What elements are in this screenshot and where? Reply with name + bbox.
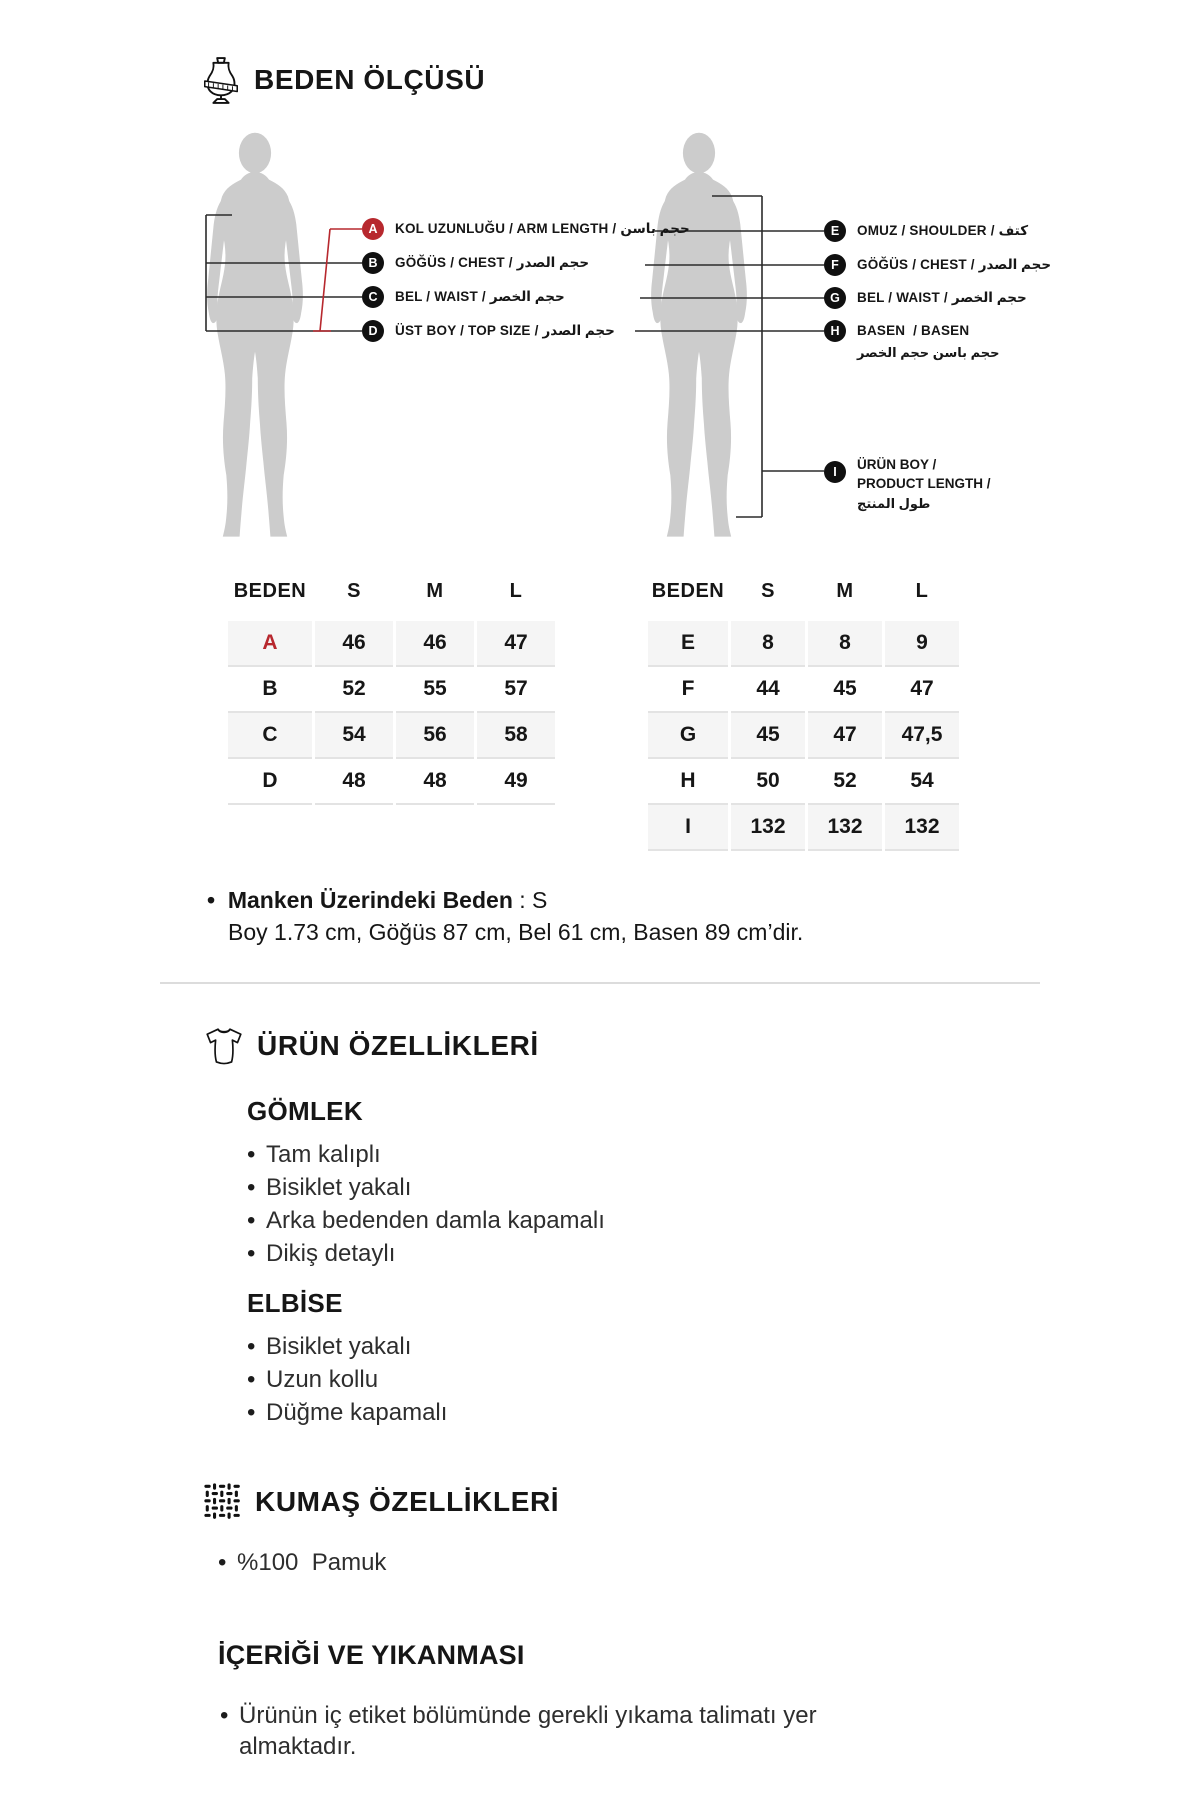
list-item: • Ürünün iç etiket bölümünde gerekli yıkama talimatı yer almaktadır.	[220, 1700, 870, 1762]
size-col-header: BEDEN	[233, 580, 307, 602]
tshirt-icon	[203, 1026, 245, 1066]
model-size-line	[207, 884, 1027, 916]
size-cell: 45	[808, 665, 882, 711]
dress-form-icon	[200, 56, 242, 104]
measure-text-a: KOL UZUNLUĞU / ARM LENGTH / حجم باسن	[395, 221, 690, 236]
size-cell: 50	[731, 757, 805, 803]
feature-group-elbise-title: ELBİSE	[247, 1288, 343, 1318]
size-cell: 8	[808, 621, 882, 665]
list-item: • Bisiklet yakalı	[247, 1330, 447, 1363]
table-header-row	[228, 574, 555, 621]
size-cell: B	[228, 665, 312, 711]
feature-group-gomlek-list	[247, 1138, 605, 1270]
size-cell: A	[228, 621, 312, 665]
size-cell: H	[648, 757, 728, 803]
size-col-header: L	[509, 580, 523, 602]
list-item: • Düğme kapamalı	[247, 1396, 447, 1429]
size-cell: 52	[315, 665, 393, 711]
page-title: BEDEN ÖLÇÜSÜ	[254, 64, 486, 95]
fabric-features-list	[218, 1546, 386, 1579]
size-cell: 47	[885, 665, 959, 711]
size-cell: 9	[885, 621, 959, 665]
size-cell: 48	[315, 757, 393, 805]
size-cell: 49	[477, 757, 555, 805]
size-cell: E	[648, 621, 728, 665]
measure-label-g	[824, 287, 1027, 309]
size-table-left	[225, 574, 558, 805]
size-cell: D	[228, 757, 312, 805]
measure-label-i	[824, 455, 991, 513]
size-cell: 47	[808, 711, 882, 757]
size-cell: 45	[731, 711, 805, 757]
model-info	[207, 884, 1027, 948]
size-cell: 54	[885, 757, 959, 803]
size-cell: 52	[808, 757, 882, 803]
size-section-header	[200, 56, 485, 104]
measure-text-f: GÖĞÜS / CHEST / حجم الصدر	[857, 257, 1052, 272]
list-item: • Arka bedenden damla kapamalı	[247, 1204, 605, 1237]
model-size-label: Manken Üzerindeki Beden	[227, 887, 513, 913]
table-row	[648, 665, 959, 711]
feature-group-elbise-list	[247, 1330, 447, 1429]
feature-group-gomlek-title: GÖMLEK	[247, 1096, 363, 1126]
size-cell: 47	[477, 621, 555, 665]
measure-key-h: H	[824, 320, 846, 342]
size-col-header: M	[836, 580, 854, 602]
size-col-header: S	[347, 580, 361, 602]
size-cell: 132	[808, 803, 882, 851]
size-table-right	[645, 574, 962, 851]
measure-text-h: BASEN / BASEN	[857, 323, 970, 338]
table-row	[228, 665, 555, 711]
table-row	[228, 711, 555, 757]
table-row	[648, 757, 959, 803]
size-col-header: S	[761, 580, 775, 602]
list-item: • Dikiş detaylı	[247, 1237, 605, 1270]
size-col-header: M	[426, 580, 444, 602]
table-row	[648, 803, 959, 851]
size-cell: G	[648, 711, 728, 757]
list-item: • %100 Pamuk	[218, 1546, 386, 1579]
table-row	[648, 621, 959, 665]
measure-text-i-line1: ÜRÜN BOY /	[857, 457, 937, 472]
product-features-header	[203, 1026, 539, 1066]
measure-label-c	[362, 286, 565, 308]
measure-text-g: BEL / WAIST / حجم الخصر	[857, 290, 1027, 305]
size-cell: 8	[731, 621, 805, 665]
care-title: İÇERİĞİ VE YIKANMASI	[218, 1640, 525, 1670]
body-silhouette-left	[178, 132, 332, 552]
size-cell: 58	[477, 711, 555, 757]
care-list	[220, 1700, 870, 1762]
size-cell: C	[228, 711, 312, 757]
measure-text-d: ÜST BOY / TOP SIZE / حجم الصدر	[395, 323, 615, 338]
measure-text-i-line3: طول المنتج	[857, 496, 931, 511]
size-cell: F	[648, 665, 728, 711]
measure-key-g: G	[824, 287, 846, 309]
size-cell: 132	[731, 803, 805, 851]
measure-key-d: D	[362, 320, 384, 342]
list-item: • Tam kalıplı	[247, 1138, 605, 1171]
measure-key-e: E	[824, 220, 846, 242]
measure-text-c: BEL / WAIST / حجم الخصر	[395, 289, 565, 304]
size-cell: 55	[396, 665, 474, 711]
size-col-header: BEDEN	[651, 580, 725, 602]
model-measurements: Boy 1.73 cm, Göğüs 87 cm, Bel 61 cm, Basen 89 cm’dir.	[228, 919, 804, 945]
measure-label-a	[362, 218, 690, 240]
size-cell: 57	[477, 665, 555, 711]
size-cell: 46	[315, 621, 393, 665]
size-cell: I	[648, 803, 728, 851]
measure-text-e: OMUZ / SHOULDER / كتف	[857, 223, 1029, 238]
size-cell: 48	[396, 757, 474, 805]
measure-text-i-line2: PRODUCT LENGTH /	[857, 476, 991, 491]
product-features-title: ÜRÜN ÖZELLİKLERİ	[257, 1030, 539, 1061]
measure-key-c: C	[362, 286, 384, 308]
size-cell: 56	[396, 711, 474, 757]
measure-key-f: F	[824, 254, 846, 276]
measure-label-e	[824, 220, 1028, 242]
size-col-header: L	[915, 580, 929, 602]
fabric-weave-icon	[203, 1482, 243, 1522]
size-cell: 44	[731, 665, 805, 711]
measure-label-h	[824, 320, 1000, 362]
list-item: • Bisiklet yakalı	[247, 1171, 605, 1204]
table-row	[648, 711, 959, 757]
size-cell: 132	[885, 803, 959, 851]
measure-key-a: A	[362, 218, 384, 240]
measure-key-b: B	[362, 252, 384, 274]
size-cell: 46	[396, 621, 474, 665]
fabric-features-title: KUMAŞ ÖZELLİKLERİ	[255, 1486, 560, 1517]
measure-text-b: GÖĞÜS / CHEST / حجم الصدر	[395, 255, 590, 270]
table-row	[228, 621, 555, 665]
measure-label-f	[824, 254, 1051, 276]
measure-label-d	[362, 320, 615, 342]
table-row	[228, 757, 555, 805]
measure-label-b	[362, 252, 589, 274]
size-cell: 47,5	[885, 711, 959, 757]
measure-key-i: I	[824, 461, 846, 483]
model-size-value: : S	[512, 887, 548, 913]
table-header-row	[648, 574, 959, 621]
fabric-features-header	[203, 1482, 559, 1522]
list-item: • Uzun kollu	[247, 1363, 447, 1396]
measure-text-h-arabic: حجم باسن حجم الخصر	[857, 345, 1000, 360]
section-divider	[160, 982, 1040, 984]
body-silhouette-right	[622, 132, 776, 552]
size-cell: 54	[315, 711, 393, 757]
